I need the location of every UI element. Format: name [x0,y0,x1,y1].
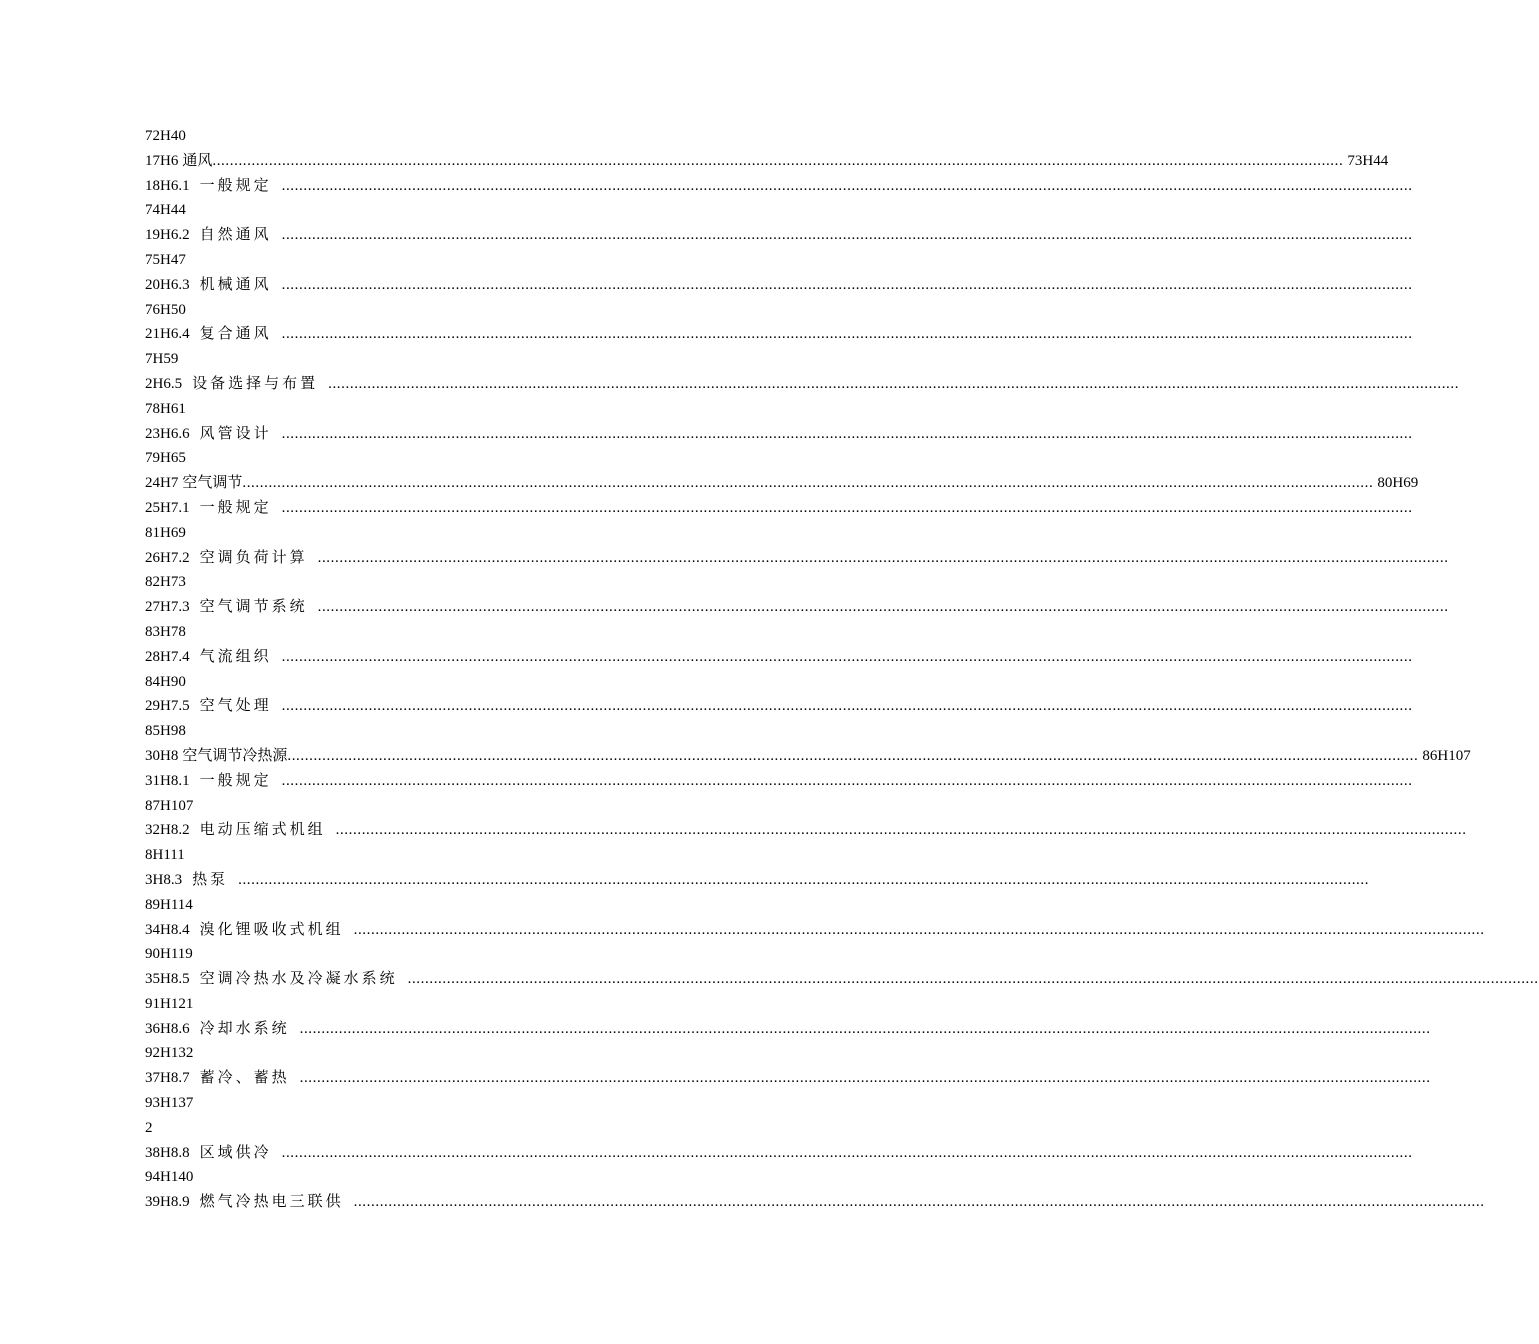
toc-dot-leader: .................................................................................................................................................................................................................................................................... [328,375,1460,392]
toc-section-title[interactable]: 空调负荷计算 [199,549,308,566]
toc-line [145,769,1413,794]
toc-dot-leader: .................................................................................................................................................................................................................................................................... [353,921,1485,938]
toc-page-ref: 79H65 [145,450,186,467]
toc-page-ref: 92H132 [145,1045,194,1062]
toc-line [145,942,807,967]
toc-line [145,546,1449,571]
toc-line [145,818,1467,843]
toc-section-title[interactable]: 风管设计 [199,425,272,442]
toc-page-ref: 85H98 [145,723,186,740]
toc-page-ref: 83H78 [145,623,186,640]
toc-entry-number: 18H6.1 [145,177,190,194]
toc-line [145,694,1413,719]
toc-section-title[interactable]: 自然通风 [199,227,272,244]
toc-line [145,794,807,819]
toc-line [145,1165,807,1190]
toc-page-ref: 76H50 [145,301,186,318]
toc-line [145,347,807,372]
toc-page-ref: 90H119 [145,946,193,963]
toc-dot-leader: .................................................................................................................................................................................................................................................................... [353,1194,1485,1211]
toc-dot-leader: .................................................................................................................................................................................................................................................................... [238,871,1370,888]
toc-dot-leader: .................................................................................................................................................................................................................................................................... [317,549,1449,566]
toc-section-title[interactable]: 空调冷热水及冷凝水系统 [199,971,398,988]
toc-dot-leader: .................................................................................................................................................................................................................................................................... [299,1070,1431,1087]
toc-page-ref: 74H44 [145,202,186,219]
toc-dot-leader: .................................................................................................................................................................................................................................................................... [212,152,1344,169]
toc-entry-number: 32H8.2 [145,822,190,839]
toc-section-title[interactable]: 复合通风 [199,326,272,343]
toc-page-ref: 80H69 [1377,475,1419,492]
toc-line [145,149,1389,174]
toc-line [145,223,1413,248]
toc-entry-number: 19H6.2 [145,227,190,244]
toc-page-ref: 86H107 [1422,747,1471,764]
toc-line [145,273,1413,298]
toc-section-title[interactable]: 一般规定 [199,499,272,516]
toc-line [145,124,807,149]
toc-section-title[interactable]: 机械通风 [199,276,272,293]
toc-chapter-title[interactable]: 通风 [182,152,213,169]
toc-line [145,1116,807,1141]
toc-section-title[interactable]: 设备选择与布置 [192,375,319,392]
toc-line [145,198,807,223]
toc-line [145,397,807,422]
toc-entry-number: 3H8.3 [145,871,183,888]
toc-line [145,570,807,595]
toc-line [145,496,1413,521]
toc-entry-number: 24H7 [145,475,179,492]
toc-section-title[interactable]: 溴化锂吸收式机组 [199,921,344,938]
toc-line [145,521,807,546]
toc-entry-number: 30H8 [145,747,179,764]
toc-entry-number: 23H6.6 [145,425,190,442]
toc-entry-number: 25H7.1 [145,499,190,516]
toc-section-title[interactable]: 一般规定 [199,177,272,194]
toc-page-ref: 84H90 [145,673,186,690]
toc-dot-leader: .................................................................................................................................................................................................................................................................... [335,822,1467,839]
toc-line [145,595,1449,620]
toc-chapter-title[interactable]: 空气调节冷热源 [182,747,288,764]
toc-section-title[interactable]: 电动压缩式机组 [199,822,326,839]
toc-entry-number: 39H8.9 [145,1194,190,1211]
toc-line [145,1017,1431,1042]
toc-dot-leader: .................................................................................................................................................................................................................................................................... [287,747,1419,764]
toc-dot-leader: .................................................................................................................................................................................................................................................................... [281,227,1413,244]
toc-dot-leader: .................................................................................................................................................................................................................................................................... [281,772,1413,789]
toc-line [145,422,1413,447]
toc-page-ref: 7H59 [145,351,179,368]
toc-line [145,1190,1485,1215]
toc-page-ref: 91H121 [145,995,194,1012]
toc-entry-number: 31H8.1 [145,772,190,789]
toc-line [145,645,1413,670]
toc-section-title[interactable]: 区域供冷 [199,1144,272,1161]
toc-section-title[interactable]: 热泵 [192,871,229,888]
toc-line [145,174,1413,199]
toc-page-ref: 75H47 [145,251,186,268]
toc-line [145,248,807,273]
toc-chapter-title[interactable]: 空气调节 [182,475,243,492]
toc-dot-leader: .................................................................................................................................................................................................................................................................... [281,276,1413,293]
toc-line [145,719,807,744]
toc-page-ref: 94H140 [145,1169,194,1186]
toc-dot-leader: .................................................................................................................................................................................................................................................................... [281,326,1413,343]
toc-dot-leader: .................................................................................................................................................................................................................................................................... [281,177,1413,194]
toc-entry-number: 21H6.4 [145,326,190,343]
toc-line [145,893,807,918]
toc-page-ref: 78H61 [145,400,186,417]
toc-entry-number: 20H6.3 [145,276,190,293]
toc-line [145,1066,1431,1091]
toc-line [145,471,1419,496]
toc-section-title[interactable]: 空气调节系统 [199,599,308,616]
toc-dot-leader: .................................................................................................................................................................................................................................................................... [299,1020,1431,1037]
toc-dot-leader: .................................................................................................................................................................................................................................................................... [407,971,1539,988]
toc-dot-leader: .................................................................................................................................................................................................................................................................... [281,499,1413,516]
toc-page-ref: 73H44 [1347,152,1389,169]
toc-section-title[interactable]: 冷却水系统 [199,1020,290,1037]
toc-section-title[interactable]: 燃气冷热电三联供 [199,1194,344,1211]
toc-line [145,1041,807,1066]
toc-entry-number: 28H7.4 [145,648,190,665]
toc-entry-number: 17H6 [145,152,179,169]
toc-dot-leader: .................................................................................................................................................................................................................................................................... [281,1144,1413,1161]
toc-entry-number: 27H7.3 [145,599,190,616]
toc-entry-number: 38H8.8 [145,1144,190,1161]
toc-line [145,918,1485,943]
toc-line [145,620,807,645]
toc-page-ref: 72H40 [145,128,186,144]
toc-entry-number: 37H8.7 [145,1070,190,1087]
toc-entry-number: 26H7.2 [145,549,190,566]
toc-line [145,322,1413,347]
toc-line [145,372,1460,397]
toc-page-ref: 93H137 [145,1095,194,1112]
toc-line [145,1091,807,1116]
toc-page-ref: 8H111 [145,847,185,864]
toc-line [145,744,1471,769]
toc-line [145,670,807,695]
toc-page-ref: 87H107 [145,797,194,814]
toc-section-title[interactable]: 空气处理 [199,698,272,715]
toc-dot-leader: .................................................................................................................................................................................................................................................................... [281,698,1413,715]
toc-line [145,446,807,471]
toc-section-title[interactable]: 气流组织 [199,648,272,665]
toc-page-ref: 82H73 [145,574,186,591]
toc-entry-number: 34H8.4 [145,921,190,938]
toc-line [145,967,1539,992]
toc-line [145,868,1370,893]
toc-line [145,1141,1413,1166]
toc-dot-leader: .................................................................................................................................................................................................................................................................... [242,475,1374,492]
toc-page-ref: 2 [145,1119,153,1136]
toc-section-title[interactable]: 蓄冷、蓄热 [199,1070,290,1087]
toc-entry-number: 36H8.6 [145,1020,190,1037]
toc-entry-number: 29H7.5 [145,698,190,715]
table-of-contents [145,124,1539,1215]
toc-line [145,843,807,868]
toc-dot-leader: .................................................................................................................................................................................................................................................................... [281,425,1413,442]
toc-dot-leader: .................................................................................................................................................................................................................................................................... [281,648,1413,665]
toc-section-title[interactable]: 一般规定 [199,772,272,789]
toc-line [145,992,807,1017]
toc-line [145,298,807,323]
toc-entry-number: 35H8.5 [145,971,190,988]
toc-dot-leader: .................................................................................................................................................................................................................................................................... [317,599,1449,616]
toc-page-ref: 89H114 [145,896,193,913]
toc-entry-number: 2H6.5 [145,375,183,392]
toc-page-ref: 81H69 [145,524,186,541]
